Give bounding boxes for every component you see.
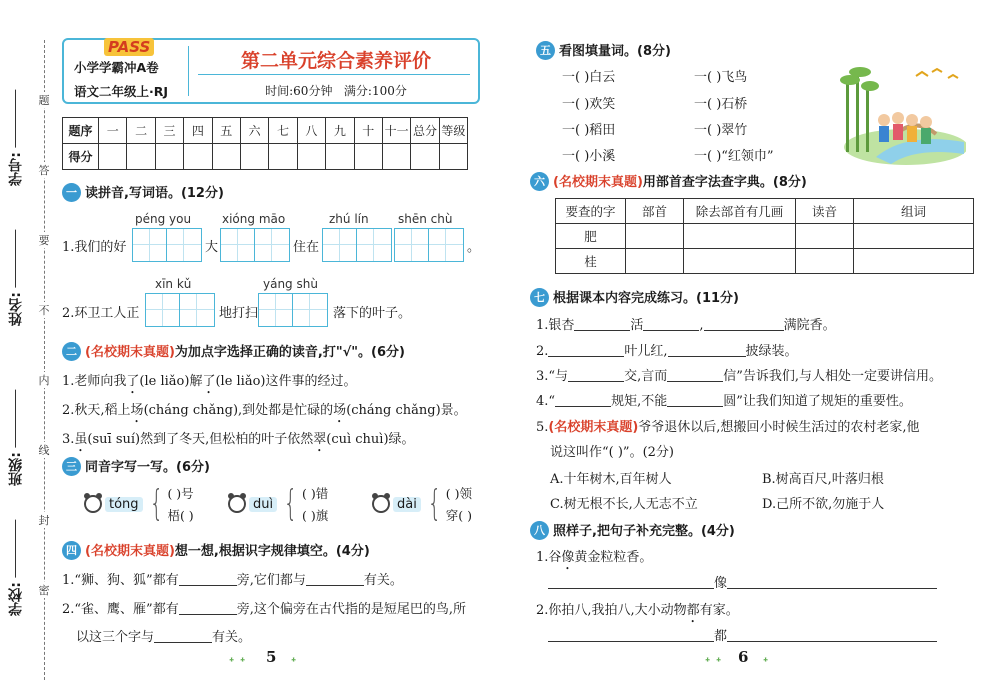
exam-header: [62, 38, 480, 104]
pinyin-label: xīn kǔ: [155, 277, 192, 291]
question-text: 3.“与 交,言而 信”告诉我们,与人相处一定要讲信用。: [536, 369, 942, 384]
choice-option[interactable]: C.树无根不长,人无志不立: [550, 497, 698, 512]
section-title: 为加点字选择正确的读音,打"√"。(6分): [174, 345, 405, 360]
question-text: 2.你拍八,我拍八,大小动物都有家。: [536, 603, 739, 618]
section-8-header: [530, 520, 735, 540]
question-text: 。: [467, 240, 481, 255]
question-text: 地打扫: [219, 306, 259, 321]
column-header: 除去部首有几画: [684, 199, 796, 224]
homophone-blank[interactable]: 穿( ): [445, 508, 472, 523]
answer-blank[interactable]: [668, 343, 746, 357]
homophone-blank[interactable]: ( )领: [445, 486, 472, 501]
answer-blank[interactable]: [179, 601, 237, 615]
homophone-group: dài { ( )领 穿( ): [372, 484, 472, 524]
score-cell[interactable]: [297, 144, 325, 170]
answer-blank[interactable]: [154, 629, 212, 643]
binding-strip: [0, 0, 62, 690]
pinyin-label: yáng shù: [263, 277, 318, 291]
page-number-right: 6: [738, 648, 749, 666]
question-text: 1.银杏 活 , 满院香。: [536, 318, 836, 333]
answer-blank[interactable]: [667, 393, 723, 407]
pinyin-label: péng you: [135, 212, 192, 226]
panda-icon: [84, 495, 102, 513]
section-number-badge: 四: [62, 541, 81, 560]
score-cell[interactable]: [127, 144, 155, 170]
column-header: 部首: [626, 199, 684, 224]
row-label: 得分: [63, 144, 99, 170]
question-text: 2.“雀、鹰、雁”都有 旁,这个偏旁在古代指的是短尾巴的鸟,所: [62, 602, 466, 617]
section-title: 读拼音,写词语。(12分): [85, 186, 224, 201]
section-title: 同音字写一写。(6分): [85, 460, 210, 475]
pass-logo: PASS: [104, 38, 154, 56]
score-cell[interactable]: [354, 144, 382, 170]
measure-word-item[interactable]: 一( )白云: [562, 70, 616, 85]
question-text: 住在: [293, 240, 320, 255]
homophone-blank[interactable]: ( )号: [167, 486, 194, 501]
answer-blank[interactable]: [727, 628, 937, 642]
writing-grid[interactable]: [322, 228, 392, 262]
question-text: 以这三个字与 有关。: [76, 630, 252, 645]
choice-option[interactable]: A.十年树木,百年树人: [550, 472, 672, 487]
question-text: 2. 叶儿红, 披绿装。: [536, 344, 798, 359]
series-name: 小学学霸冲A卷: [74, 60, 159, 75]
table-row: [556, 249, 974, 274]
answer-cell[interactable]: [854, 249, 974, 274]
student-id-field[interactable]: 学号:: [6, 90, 32, 186]
lookup-char: 桂: [556, 249, 626, 274]
table-row: [63, 144, 468, 170]
sprout-icon: ᛭: [290, 653, 298, 667]
homophone-pinyin: dài: [393, 497, 421, 512]
row-label: 题序: [63, 118, 99, 144]
score-cell[interactable]: [439, 144, 467, 170]
score-cell[interactable]: [326, 144, 354, 170]
measure-word-item[interactable]: 一( )石桥: [694, 97, 748, 112]
exam-time: 时间:60分钟: [265, 84, 333, 98]
column-header: 等级: [439, 118, 467, 144]
score-cell[interactable]: [99, 144, 127, 170]
cut-char: 密: [34, 582, 54, 598]
table-row: [556, 199, 974, 224]
header-divider: [188, 46, 189, 96]
writing-grid[interactable]: [220, 228, 290, 262]
question-text: 4.“ 规矩,不能 圆”让我们知道了规矩的重要性。: [536, 394, 912, 409]
score-cell[interactable]: [184, 144, 212, 170]
answer-blank[interactable]: [548, 628, 714, 642]
cut-char: 答: [34, 162, 54, 178]
column-header: 七: [269, 118, 297, 144]
section-title: 想一想,根据识字规律填空。(4分): [174, 544, 370, 559]
section-number-badge: 七: [530, 288, 549, 307]
measure-word-item[interactable]: 一( )小溪: [562, 149, 616, 164]
score-cell[interactable]: [382, 144, 410, 170]
writing-grid[interactable]: [145, 293, 215, 327]
measure-word-item[interactable]: 一( )翠竹: [694, 123, 748, 138]
answer-blank[interactable]: [306, 572, 364, 586]
homophone-blank[interactable]: ( )错: [302, 486, 329, 501]
section-7-header: [530, 287, 739, 307]
question-text: 1.老师向我了(le liǎo)解了(le liǎo)这件事的经过。: [62, 374, 357, 389]
score-cell[interactable]: [411, 144, 439, 170]
panda-icon: [372, 495, 390, 513]
column-header: 要查的字: [556, 199, 626, 224]
measure-word-item[interactable]: 一( )欢笑: [562, 97, 616, 112]
score-cell[interactable]: [212, 144, 240, 170]
sprout-icon: ᛭ ᛭: [228, 653, 247, 667]
column-header: 八: [297, 118, 325, 144]
section-number-badge: 六: [530, 172, 549, 191]
column-header: 总分: [411, 118, 439, 144]
class-field[interactable]: 班级:: [6, 390, 32, 486]
score-cell[interactable]: [155, 144, 183, 170]
question-text: 1.我们的好: [62, 240, 127, 255]
answer-cell[interactable]: [854, 224, 974, 249]
answer-cell[interactable]: [796, 249, 854, 274]
question-text: 2.环卫工人正: [62, 306, 140, 321]
exam-full-score: 满分:100分: [343, 84, 407, 98]
answer-blank[interactable]: [555, 393, 611, 407]
question-text: 大: [205, 240, 219, 255]
subject-name: 语文二年级上·RJ: [74, 84, 169, 99]
answer-blank[interactable]: [574, 317, 630, 331]
answer-blank[interactable]: [548, 575, 714, 589]
exam-tag: (名校期末真题): [553, 175, 643, 190]
writing-grid[interactable]: [394, 228, 464, 262]
panda-icon: [228, 495, 246, 513]
answer-blank[interactable]: [667, 368, 723, 382]
homophone-blank[interactable]: ( )旗: [302, 508, 329, 523]
exam-info: [198, 82, 474, 99]
column-header: 十: [354, 118, 382, 144]
exam-tag: (名校期末真题): [85, 345, 175, 360]
measure-word-item[interactable]: 一( )飞鸟: [694, 70, 748, 85]
cut-char: 封: [34, 512, 54, 528]
cut-char: 不: [34, 302, 54, 318]
section-number-badge: 三: [62, 457, 81, 476]
section-6-header: [530, 171, 807, 191]
section-number-badge: 一: [62, 183, 81, 202]
section-title: 照样子,把句子补充完整。(4分): [553, 524, 735, 539]
section-1-header: [62, 182, 224, 202]
measure-word-item[interactable]: 一( )稻田: [562, 123, 616, 138]
question-text: 5.(名校期末真题)爷爷退休以后,想搬回小时候生活过的农村老家,他: [536, 420, 920, 435]
answer-blank[interactable]: [643, 317, 699, 331]
measure-word-item[interactable]: 一( )“红领巾”: [694, 149, 774, 164]
choice-option[interactable]: D.己所不欲,勿施于人: [762, 497, 885, 512]
column-header: 读音: [796, 199, 854, 224]
section-number-badge: 二: [62, 342, 81, 361]
writing-grid[interactable]: [132, 228, 202, 262]
scenery-illustration: [836, 62, 966, 167]
answer-cell[interactable]: [684, 249, 796, 274]
column-header: 一: [99, 118, 127, 144]
name-field[interactable]: 姓名:: [6, 230, 32, 326]
column-header: 六: [240, 118, 268, 144]
section-title: 根据课本内容完成练习。(11分): [553, 291, 739, 306]
answer-blank[interactable]: [548, 343, 624, 357]
column-header: 三: [155, 118, 183, 144]
answer-cell[interactable]: [626, 224, 684, 249]
question-text: 3.虽(suī suí)然到了冬天,但松柏的叶子依然翠(cuì chuì)绿。: [62, 432, 415, 447]
answer-blank[interactable]: [727, 575, 937, 589]
homophone-pinyin: tóng: [105, 497, 143, 512]
school-field[interactable]: 学校:: [6, 520, 32, 616]
header-rule: [198, 74, 470, 75]
section-title: 用部首查字法查字典。(8分): [642, 175, 807, 190]
pinyin-label: xióng māo: [222, 212, 286, 226]
answer-blank[interactable]: [179, 572, 237, 586]
score-cell[interactable]: [269, 144, 297, 170]
question-text: 像: [548, 572, 937, 591]
question-text: 落下的叶子。: [333, 306, 412, 321]
cut-char: 线: [34, 442, 54, 458]
section-4-header: [62, 540, 370, 560]
radical-lookup-table: [555, 198, 974, 274]
section-2-header: [62, 341, 405, 361]
column-header: 二: [127, 118, 155, 144]
column-header: 五: [212, 118, 240, 144]
answer-blank[interactable]: [568, 368, 624, 382]
answer-cell[interactable]: [796, 224, 854, 249]
score-table: [62, 117, 468, 170]
column-header: 四: [184, 118, 212, 144]
section-number-badge: 八: [530, 521, 549, 540]
table-row: [556, 224, 974, 249]
sprout-icon: ᛭ ᛭: [704, 653, 723, 667]
page-title: 第二单元综合素养评价: [240, 50, 431, 72]
homophone-group: tóng { ( )号 梧( ): [84, 484, 194, 524]
pinyin-label: shēn chù: [398, 212, 453, 226]
section-5-header: [536, 40, 671, 60]
cut-char: 内: [34, 372, 54, 388]
homophone-group: duì { ( )错 ( )旗: [228, 484, 328, 524]
score-cell[interactable]: [240, 144, 268, 170]
column-header: 组词: [854, 199, 974, 224]
pinyin-label: zhú lín: [329, 212, 369, 226]
question-text: 1.“狮、狗、狐”都有 旁,它们都与 有关。: [62, 573, 403, 588]
homophone-pinyin: duì: [249, 497, 277, 512]
writing-grid[interactable]: [258, 293, 328, 327]
question-text: 说这叫作“( )”。(2分): [550, 445, 674, 460]
page-number-left: 5: [266, 648, 277, 666]
cut-char: 要: [34, 232, 54, 248]
lookup-char: 肥: [556, 224, 626, 249]
section-3-header: [62, 456, 210, 476]
section-title: 看图填量词。(8分): [559, 44, 671, 59]
answer-cell[interactable]: [684, 224, 796, 249]
column-header: 十一: [382, 118, 410, 144]
question-text: 都: [548, 625, 937, 644]
cut-char: 题: [34, 92, 54, 108]
answer-blank[interactable]: [704, 317, 784, 331]
question-text: 1.谷像黄金粒粒香。: [536, 550, 653, 565]
section-number-badge: 五: [536, 41, 555, 60]
exam-tag: (名校期末真题): [85, 544, 175, 559]
choice-option[interactable]: B.树高百尺,叶落归根: [762, 472, 884, 487]
column-header: 九: [326, 118, 354, 144]
answer-cell[interactable]: [626, 249, 684, 274]
table-row: [63, 118, 468, 144]
question-text: 2.秋天,稻上场(cháng chǎng),到处都是忙碌的场(cháng chǎng)景。: [62, 403, 467, 418]
sprout-icon: ᛭: [762, 653, 770, 667]
homophone-blank[interactable]: 梧( ): [167, 508, 194, 523]
